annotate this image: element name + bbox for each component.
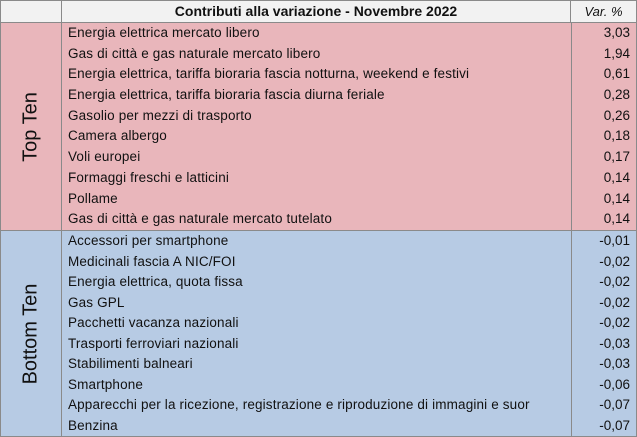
row-label: Energia elettrica, quota fissa <box>68 274 243 289</box>
row-label: Trasporti ferroviari nazionali <box>68 335 239 351</box>
row-label: Energia elettrica, tariffa bioraria fascia notturna, weekend e festivi <box>68 66 470 82</box>
row-label: Gasolio per mezzi di trasporto <box>68 107 252 123</box>
row-value: -0,02 <box>599 274 630 289</box>
row-value: -0,02 <box>599 315 630 330</box>
table-row <box>62 354 636 375</box>
table-title: Contributi alla variazione - Novembre 2022 <box>62 1 571 22</box>
table-row <box>62 209 636 230</box>
table-row <box>62 85 636 106</box>
table-row <box>62 147 636 168</box>
table-row <box>62 168 636 189</box>
row-value: 0,61 <box>603 66 630 82</box>
table-row <box>62 44 636 65</box>
table-row <box>62 64 636 85</box>
row-label: Pollame <box>68 190 118 206</box>
table-row <box>62 334 636 355</box>
row-value: 0,14 <box>603 211 630 227</box>
row-label: Medicinali fascia A NIC/FOI <box>68 253 236 269</box>
row-label: Energia elettrica, tariffa bioraria fascia diurna feriale <box>68 87 385 103</box>
row-label: Benzina <box>68 417 118 433</box>
row-value: 1,94 <box>603 45 630 61</box>
row-value: 0,26 <box>603 107 630 123</box>
row-label: Gas di città e gas naturale mercato tutelato <box>68 211 332 227</box>
row-label: Voli europei <box>68 149 141 165</box>
table-row <box>62 313 636 334</box>
row-label: Stabilimenti balneari <box>68 356 193 371</box>
group-label-bottom-ten: Bottom Ten <box>19 283 42 384</box>
table-row <box>62 375 636 396</box>
row-value: -0,03 <box>599 335 630 351</box>
group-label-top-ten: Top Ten <box>19 91 42 162</box>
row-value: 0,28 <box>603 87 630 103</box>
table-row <box>62 272 636 293</box>
row-value: 0,14 <box>603 169 630 185</box>
row-value: -0,02 <box>599 294 630 310</box>
group-bottom-ten <box>1 231 636 436</box>
row-value: 0,17 <box>603 149 630 165</box>
row-value: -0,07 <box>599 417 630 433</box>
group-label-cell <box>1 231 62 436</box>
row-label: Smartphone <box>68 376 144 392</box>
row-value: -0,03 <box>599 356 630 371</box>
row-value: 0,18 <box>603 128 630 144</box>
table-row <box>62 252 636 273</box>
table-row <box>62 293 636 314</box>
table-row <box>62 189 636 210</box>
row-label: Camera albergo <box>68 128 167 144</box>
row-value: -0,02 <box>599 253 630 269</box>
row-label: Accessori per smartphone <box>68 233 229 248</box>
top-ten-rows <box>62 23 636 230</box>
header-group-spacer <box>1 1 62 22</box>
row-value: 0,14 <box>603 190 630 206</box>
table-row <box>62 23 636 44</box>
row-label: Energia elettrica mercato libero <box>68 25 260 40</box>
row-value: 3,03 <box>603 25 630 40</box>
table-header <box>1 1 636 23</box>
table-row <box>62 126 636 147</box>
table-row <box>62 395 636 416</box>
row-value: -0,06 <box>599 376 630 392</box>
row-label: Gas di città e gas naturale mercato libero <box>68 45 321 61</box>
group-label-cell <box>1 23 62 230</box>
value-column-header: Var. % <box>584 4 623 19</box>
bottom-ten-rows <box>62 231 636 436</box>
table-row <box>62 106 636 127</box>
row-label: Formaggi freschi e latticini <box>68 169 230 185</box>
row-label: Pacchetti vacanza nazionali <box>68 315 239 330</box>
row-value: -0,07 <box>599 397 630 412</box>
table-row <box>62 231 636 252</box>
table-row <box>62 416 636 437</box>
row-label: Apparecchi per la ricezione, registrazione e riproduzione di immagini e suor <box>68 397 530 412</box>
group-top-ten <box>1 23 636 231</box>
row-value: -0,01 <box>599 233 630 248</box>
row-label: Gas GPL <box>68 294 125 310</box>
